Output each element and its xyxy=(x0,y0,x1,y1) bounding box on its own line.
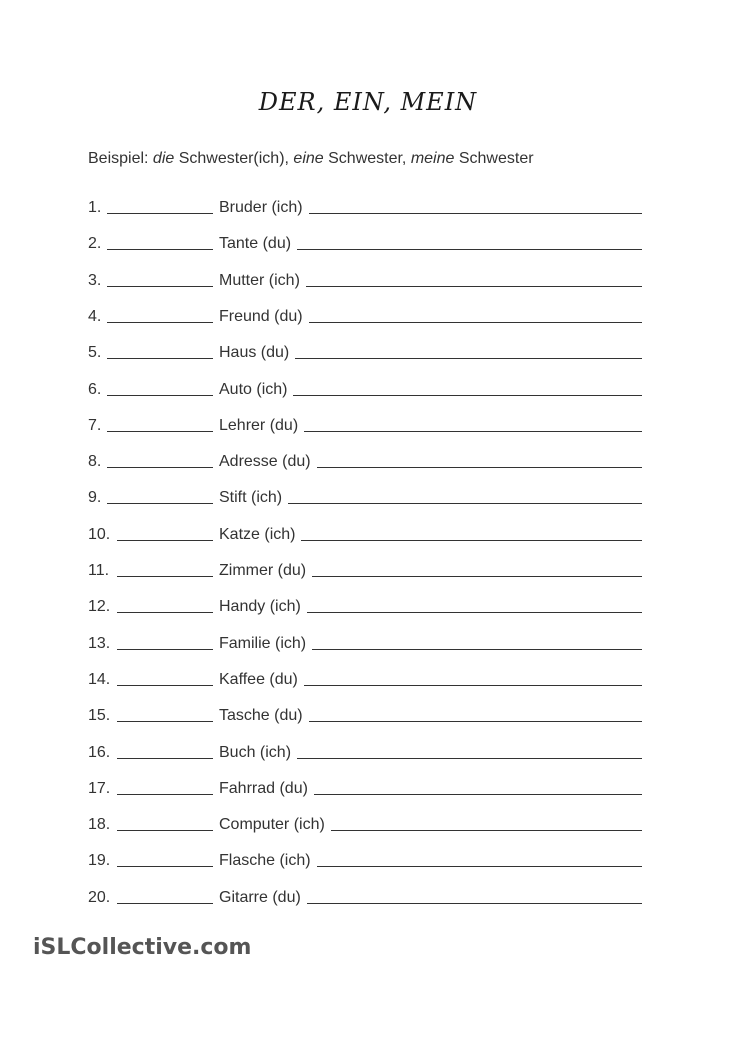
exercise-row xyxy=(88,776,648,798)
item-number: 19. xyxy=(88,852,111,870)
exercise-row xyxy=(88,304,648,326)
exercise-row xyxy=(88,885,648,907)
example-text-3: Schwester xyxy=(454,150,534,167)
item-number: 17. xyxy=(88,779,111,797)
item-number: 9. xyxy=(88,489,102,507)
article-blank[interactable] xyxy=(117,887,213,904)
noun-prompt: Katze (ich) xyxy=(219,525,296,543)
answer-blank[interactable] xyxy=(331,814,642,831)
item-number: 12. xyxy=(88,598,111,616)
article-blank[interactable] xyxy=(107,379,213,396)
answer-blank[interactable] xyxy=(312,560,642,577)
answer-blank[interactable] xyxy=(295,342,642,359)
noun-prompt: Adresse (du) xyxy=(219,453,311,471)
exercise-row xyxy=(88,231,648,253)
item-number: 13. xyxy=(88,634,111,652)
noun-prompt: Kaffee (du) xyxy=(219,670,298,688)
item-number: 20. xyxy=(88,888,111,906)
article-blank[interactable] xyxy=(117,705,213,722)
noun-prompt: Tante (du) xyxy=(219,235,292,253)
article-blank[interactable] xyxy=(107,415,213,432)
example-text-2: Schwester, xyxy=(323,150,411,167)
noun-prompt: Auto (ich) xyxy=(219,380,288,398)
article-blank[interactable] xyxy=(107,451,213,468)
item-number: 10. xyxy=(88,525,111,543)
answer-blank[interactable] xyxy=(288,487,642,504)
exercise-row xyxy=(88,558,648,580)
item-number: 6. xyxy=(88,380,102,398)
exercise-row xyxy=(88,667,648,689)
answer-blank[interactable] xyxy=(304,415,642,432)
article-blank[interactable] xyxy=(107,306,213,323)
item-number: 16. xyxy=(88,743,111,761)
article-blank[interactable] xyxy=(107,342,213,359)
article-blank[interactable] xyxy=(117,596,213,613)
item-number: 11. xyxy=(88,562,110,579)
article-blank[interactable] xyxy=(107,233,213,250)
article-blank[interactable] xyxy=(107,197,213,214)
exercise-row xyxy=(88,449,648,471)
exercise-row xyxy=(88,631,648,653)
noun-prompt: Mutter (ich) xyxy=(219,271,300,289)
exercise-row xyxy=(88,594,648,616)
item-number: 4. xyxy=(88,307,102,325)
noun-prompt: Fahrrad (du) xyxy=(219,779,308,797)
exercise-row xyxy=(88,268,648,290)
answer-blank[interactable] xyxy=(307,596,642,613)
exercise-row xyxy=(88,485,648,507)
exercise-row xyxy=(88,812,648,834)
article-blank[interactable] xyxy=(117,633,213,650)
article-blank[interactable] xyxy=(107,270,213,287)
answer-blank[interactable] xyxy=(314,778,642,795)
noun-prompt: Haus (du) xyxy=(219,344,290,362)
answer-blank[interactable] xyxy=(309,197,642,214)
answer-blank[interactable] xyxy=(317,451,642,468)
exercise-row xyxy=(88,413,648,435)
noun-prompt: Gitarre (du) xyxy=(219,888,301,906)
site-watermark: iSLCollective.com xyxy=(33,935,252,960)
noun-prompt: Familie (ich) xyxy=(219,634,307,652)
item-number: 14. xyxy=(88,670,111,688)
noun-prompt: Flasche (ich) xyxy=(219,852,311,870)
article-blank[interactable] xyxy=(117,850,213,867)
worksheet-title: DER, EIN, MEIN xyxy=(258,88,478,116)
answer-blank[interactable] xyxy=(306,270,642,287)
noun-prompt: Zimmer (du) xyxy=(219,562,307,579)
article-blank[interactable] xyxy=(117,814,213,831)
exercise-row xyxy=(88,377,648,399)
answer-blank[interactable] xyxy=(317,850,642,867)
item-number: 2. xyxy=(88,235,102,253)
item-number: 3. xyxy=(88,271,102,289)
example-article-eine: eine xyxy=(293,150,324,167)
example-prefix: Beispiel: xyxy=(88,150,153,167)
noun-prompt: Handy (ich) xyxy=(219,598,301,616)
exercise-row xyxy=(88,522,648,544)
example-article-die: die xyxy=(152,150,175,167)
article-blank[interactable] xyxy=(117,742,213,759)
noun-prompt: Stift (ich) xyxy=(219,489,283,507)
item-number: 1. xyxy=(88,199,102,216)
exercise-row xyxy=(88,195,648,217)
answer-blank[interactable] xyxy=(293,379,642,396)
exercise-row xyxy=(88,703,648,725)
noun-prompt: Tasche (du) xyxy=(219,707,303,725)
noun-prompt: Computer (ich) xyxy=(219,816,325,834)
exercise-row xyxy=(88,740,648,762)
item-number: 18. xyxy=(88,816,111,834)
noun-prompt: Buch (ich) xyxy=(219,743,292,761)
answer-blank[interactable] xyxy=(309,306,642,323)
item-number: 5. xyxy=(88,344,102,362)
item-number: 8. xyxy=(88,453,102,471)
item-number: 15. xyxy=(88,707,111,725)
answer-blank[interactable] xyxy=(301,524,642,541)
noun-prompt: Bruder (ich) xyxy=(219,199,303,216)
answer-blank[interactable] xyxy=(304,669,642,686)
noun-prompt: Freund (du) xyxy=(219,307,303,325)
item-number: 7. xyxy=(88,416,102,434)
answer-blank[interactable] xyxy=(297,233,642,250)
example-sentence xyxy=(88,150,534,168)
noun-prompt: Lehrer (du) xyxy=(219,416,299,434)
exercise-row xyxy=(88,848,648,870)
article-blank[interactable] xyxy=(117,560,213,577)
answer-blank[interactable] xyxy=(297,742,642,759)
article-blank[interactable] xyxy=(107,487,213,504)
answer-blank[interactable] xyxy=(307,887,642,904)
example-article-meine: meine xyxy=(410,150,455,167)
example-text-1: Schwester(ich), xyxy=(174,150,294,167)
article-blank[interactable] xyxy=(117,524,213,541)
answer-blank[interactable] xyxy=(309,705,642,722)
answer-blank[interactable] xyxy=(312,633,642,650)
exercise-row xyxy=(88,340,648,362)
article-blank[interactable] xyxy=(117,669,213,686)
article-blank[interactable] xyxy=(117,778,213,795)
